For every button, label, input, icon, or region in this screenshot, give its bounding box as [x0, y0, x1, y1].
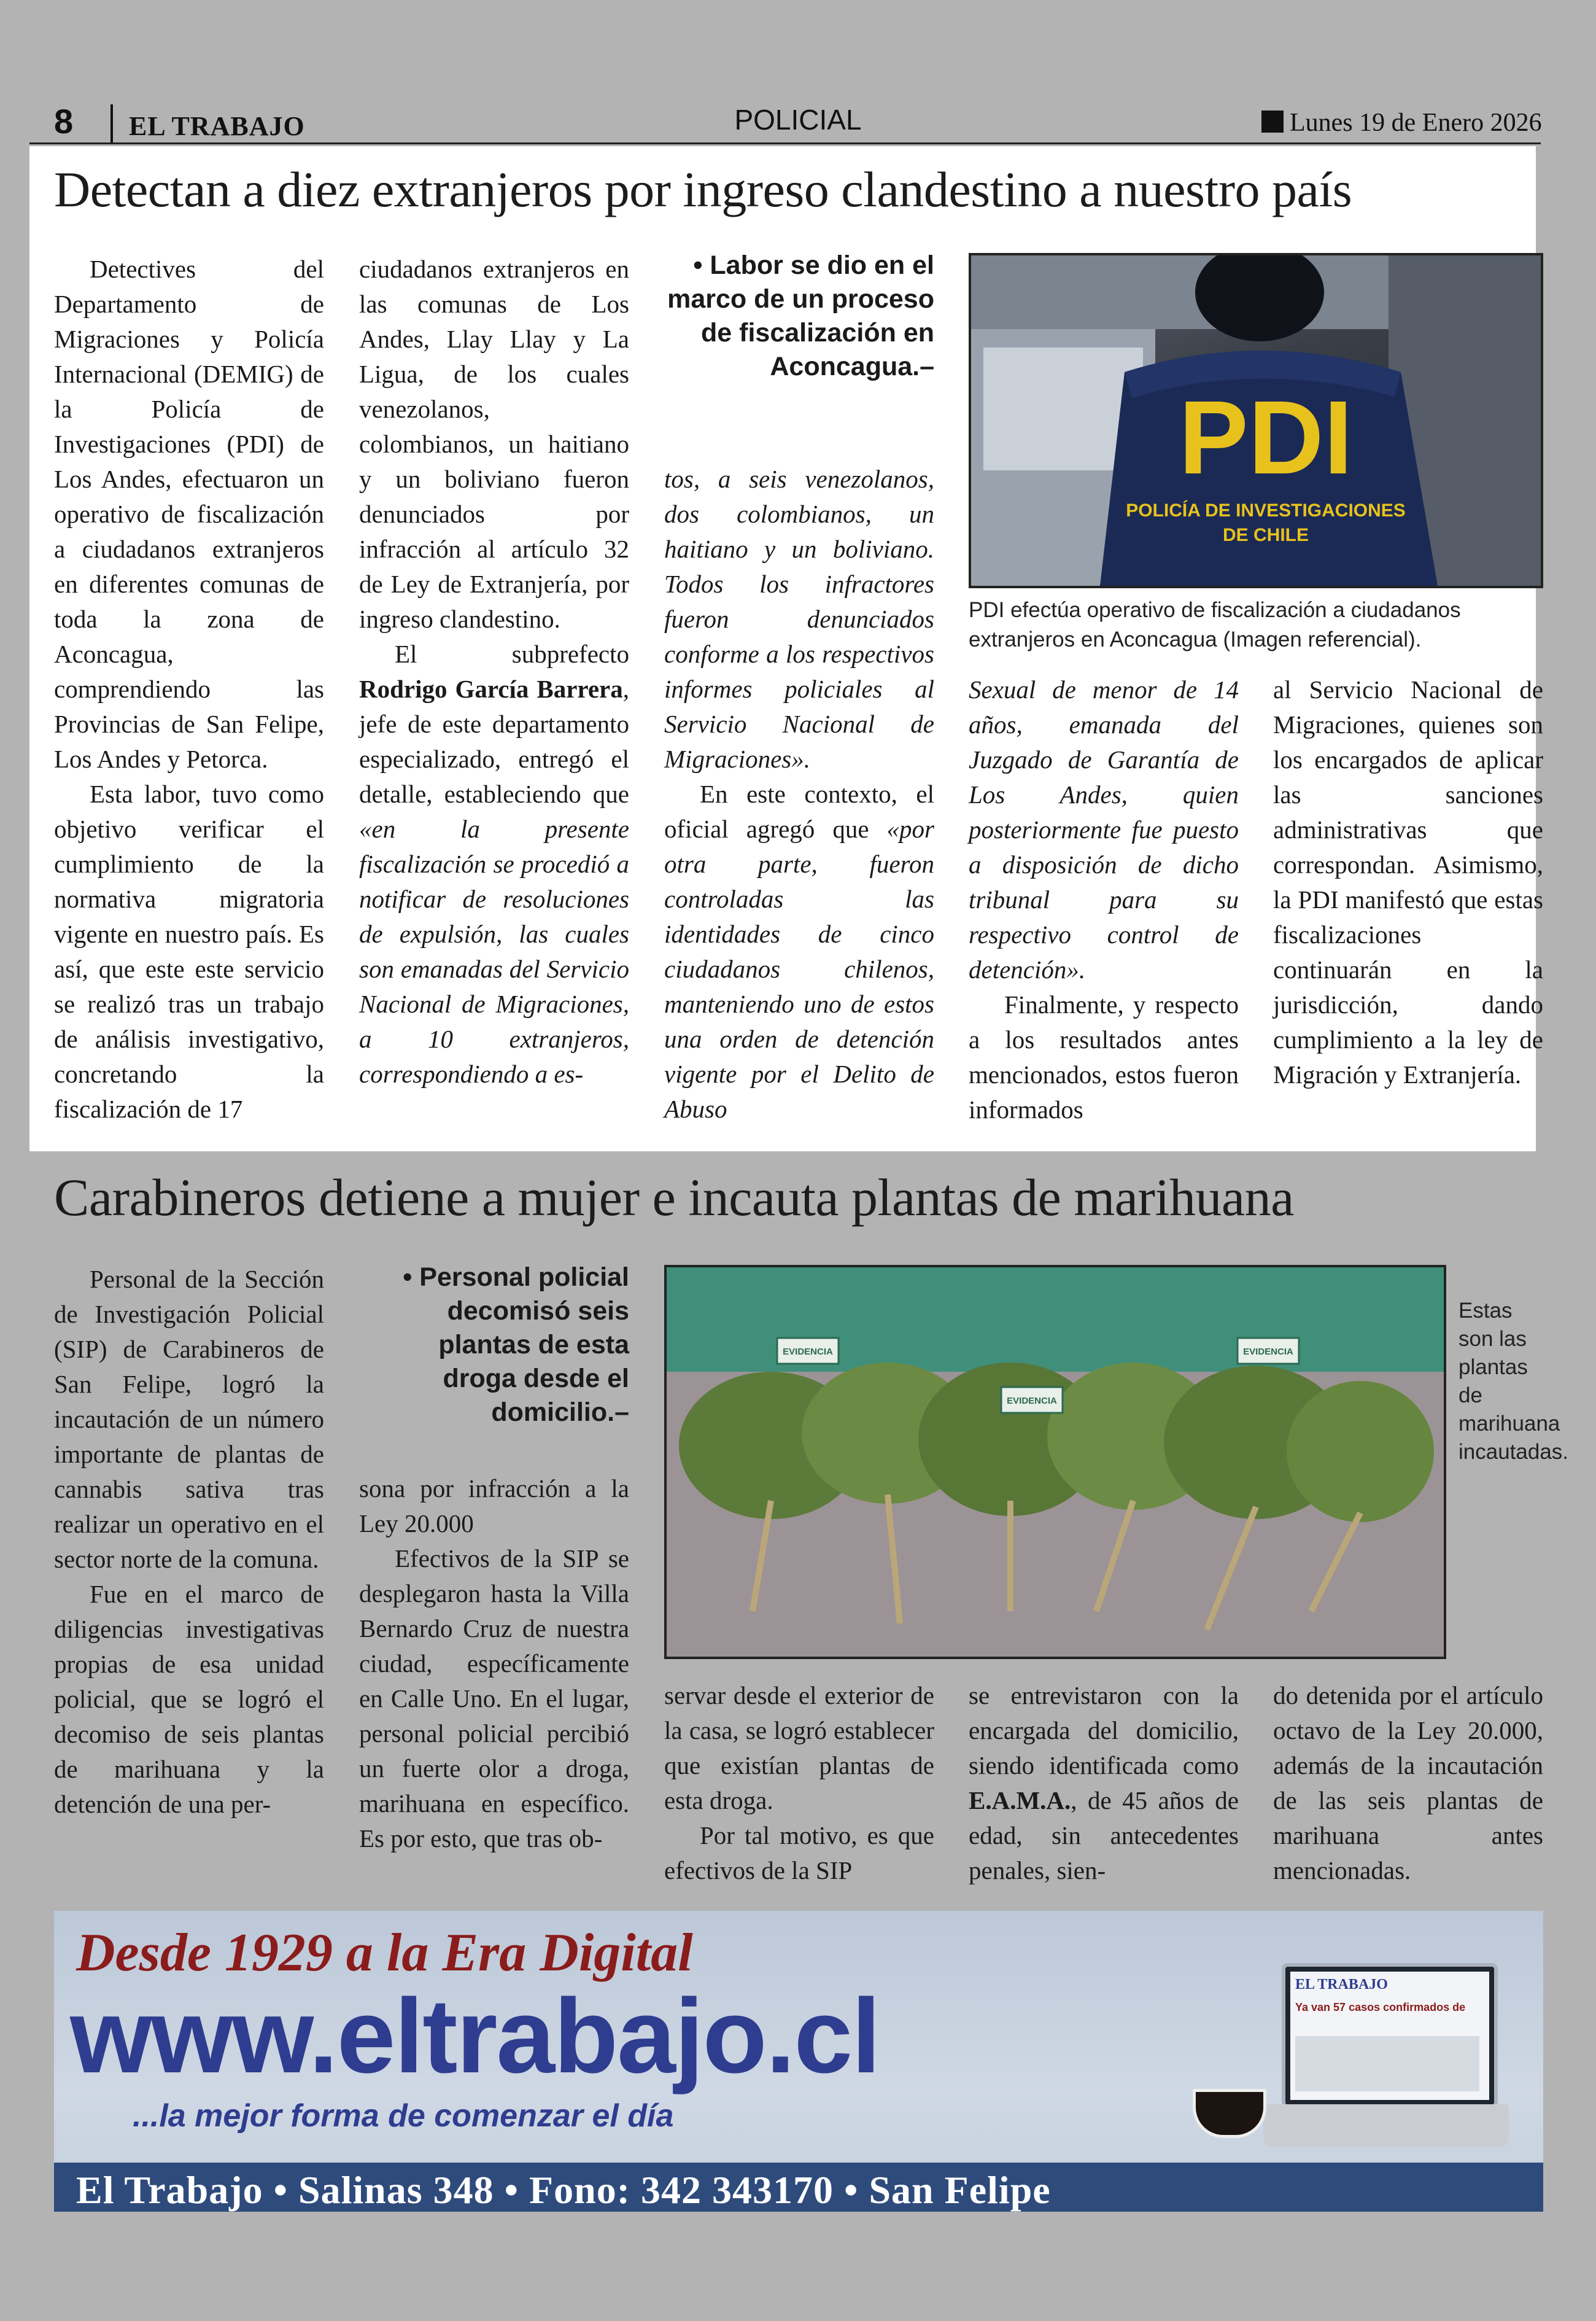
paragraph: ciudadanos extranjeros en las comunas de Los Andes, Llay Llay y La Ligua, de los cuales venezolanos, colombianos, un haitiano y un boliviano fueron denunciados por infracción al artículo 32 de Ley de Extranjería, por ingreso clandestino. — [359, 255, 629, 633]
paper-name: EL TRABAJO — [129, 111, 305, 141]
article-2-pull-quote: • Personal policial decomisó seis plantas de esta droga desde el domicilio.– — [403, 1262, 629, 1427]
article-2-column-4 — [969, 1678, 1239, 1888]
paragraph — [969, 1678, 1239, 1888]
article-1-headline: Detectan a diez extranjeros por ingreso clandestino a nuestro país — [54, 161, 1352, 217]
pdi-officer-illustration — [971, 255, 1541, 586]
text-run: El subprefecto — [395, 640, 629, 668]
issue-date — [1261, 108, 1542, 138]
laptop-base — [1263, 2104, 1509, 2147]
square-bullet-icon — [1261, 111, 1284, 133]
article-1-column-1 — [54, 252, 324, 1127]
paragraph: Detectives del Departamento de Migraciones y Policía Internacional (DEMIG) de la Policía de Investigaciones (PDI) de Los Andes, efectuaron un operativo de fiscalización a ciudadanos extranjeros en diferentes comunas de toda la zona de Aconcagua, comprendiendo las Provincias de San Felipe, Los Andes y Petorca. — [54, 255, 324, 773]
text-run: En este contexto, el oficial agregó que — [664, 780, 934, 843]
article-1-column-2 — [359, 252, 629, 1092]
laptop-content — [1295, 2036, 1479, 2091]
paragraph: servar desde el exterior de la casa, se logró establecer que existían plantas de esta droga. — [664, 1681, 934, 1814]
article-1-column-3 — [664, 462, 934, 1127]
evidence-tag: EVIDENCIA — [783, 1347, 833, 1357]
article-2-headline: Carabineros detiene a mujer e incauta plantas de marihuana — [54, 1168, 1294, 1227]
pdi-subtitle-1: POLICÍA DE INVESTIGACIONES — [1126, 500, 1406, 521]
marihuana-photo — [664, 1265, 1446, 1659]
issue-date-text: Lunes 19 de Enero 2026 — [1290, 109, 1542, 137]
section-name: POLICIAL — [734, 104, 862, 136]
ad-slogan: ...la mejor forma de comenzar el día — [133, 2098, 674, 2134]
evidence-tag: EVIDENCIA — [1243, 1347, 1293, 1357]
paragraph: Fue en el marco de diligencias investigativas propias de esa unidad policial, que se logró el decomiso de seis plantas de marihuana y la detención de una per- — [54, 1580, 324, 1818]
ad-url: www.eltrabajo.cl — [70, 1977, 880, 2095]
article-2-column-1 — [54, 1262, 324, 1822]
paragraph — [664, 777, 934, 1127]
pdi-photo — [969, 253, 1543, 588]
page-number: 8 — [54, 102, 74, 141]
paragraph: Finalmente, y respecto a los resultados antes mencionados, estos fueron informados — [969, 990, 1239, 1124]
ad-tagline: Desde 1929 a la Era Digital — [76, 1923, 693, 1983]
paragraph: do detenida por el artículo octavo de la Ley 20.000, además de la incautación de las seis plantas de marihuana antes mencionadas. — [1273, 1681, 1543, 1884]
coffee-cup-icon — [1193, 2089, 1266, 2138]
article-2-column-3 — [664, 1678, 934, 1888]
text-run: se entrevistaron con la encargada del domicilio, siendo identificada como — [969, 1681, 1239, 1779]
ad-footer: El Trabajo • Salinas 348 • Fono: 342 343170 • San Felipe — [76, 2168, 1051, 2212]
article-1-column-5 — [1273, 672, 1543, 1092]
paragraph — [359, 637, 629, 1092]
article-2-photo-caption: Estas son las plantas de marihuana incautadas. — [1458, 1299, 1569, 1464]
article-2-column-2 — [359, 1471, 629, 1856]
header-divider — [110, 104, 113, 142]
header-rule — [29, 142, 1541, 144]
person-initials: E.A.M.A. — [969, 1786, 1071, 1814]
quote: «por otra parte, fueron controladas las identidades de cinco ciudadanos chilenos, manteniendo uno de estos una orden de detención vigente por el Delito de Abuso — [664, 815, 934, 1123]
plants-illustration — [667, 1267, 1444, 1657]
text-run: , jefe de este departamento especializado, entregó el detalle, estableciendo que — [359, 675, 629, 808]
laptop-screen — [1282, 1963, 1498, 2109]
paragraph: Esta labor, tuvo como objetivo verificar el cumplimiento de la normativa migratoria vigente en nuestro país. Es así, que este este servicio se realizó tras un trabajo de análisis investigativo, concretando la fiscalización de 17 — [54, 780, 324, 1123]
paragraph: tos, a seis venezolanos, dos colombianos, un haitiano y un boliviano. Todos los infractores fueron denunciados conforme a los respectivos informes policiales al Servicio Nacional de Migraciones». — [664, 465, 934, 773]
article-1-column-4 — [969, 672, 1239, 1127]
paragraph: Por tal motivo, es que efectivos de la SIP — [664, 1821, 934, 1884]
pdi-letters: PDI — [1179, 379, 1353, 496]
person-name: Rodrigo García Barrera — [359, 675, 623, 703]
article-2-column-5 — [1273, 1678, 1543, 1888]
quote: «en la presente fiscalización se procedió a notificar de resoluciones de expulsión, las cuales son emanadas del Servicio Nacional de Migraciones, a 10 extranjeros, correspondiendo a es- — [359, 815, 629, 1088]
paragraph: Personal de la Sección de Investigación Policial (SIP) de Carabineros de San Felipe, logró la incautación de un número importante de plantas de cannabis sativa tras realizar un operativo en el sector norte de la comuna. — [54, 1265, 324, 1573]
paragraph: sona por infracción a la Ley 20.000 — [359, 1474, 629, 1538]
laptop-display — [1290, 1972, 1489, 2100]
laptop-title: EL TRABAJO — [1295, 1977, 1388, 1992]
paragraph: Sexual de menor de 14 años, emanada del Juzgado de Garantía de Los Andes, quien posteriormente fue puesto a disposición de dicho tribunal para su respectivo control de detención». — [969, 675, 1239, 984]
ad-banner — [54, 1911, 1543, 2212]
laptop-headline: Ya van 57 casos confirmados de — [1295, 2001, 1466, 2013]
pdi-subtitle-2: DE CHILE — [1222, 525, 1309, 545]
text-run: , de 45 años de edad, sin antecedentes penales, sien- — [969, 1786, 1239, 1884]
article-1-pull-quote: • Labor se dio en el marco de un proceso de fiscalización en Aconcagua.– — [667, 251, 934, 381]
article-1-photo-caption: PDI efectúa operativo de fiscalización a ciudadanos extranjeros en Aconcagua (Imagen referencial). — [969, 598, 1461, 651]
paragraph: Efectivos de la SIP se desplegaron hasta la Villa Bernardo Cruz de nuestra ciudad, específicamente en Calle Uno. En el lugar, personal policial percibió un fuerte olor a droga, marihuana en específico. Es por esto, que tras ob- — [359, 1544, 629, 1853]
paragraph: al Servicio Nacional de Migraciones, quienes son los encargados de aplicar las sanciones administrativas que correspondan. Asimismo, la PDI manifestó que estas fiscalizaciones continuarán en la jurisdicción, dando cumplimiento a la ley de Migración y Extranjería. — [1273, 675, 1543, 1089]
evidence-tag: EVIDENCIA — [1007, 1396, 1057, 1406]
